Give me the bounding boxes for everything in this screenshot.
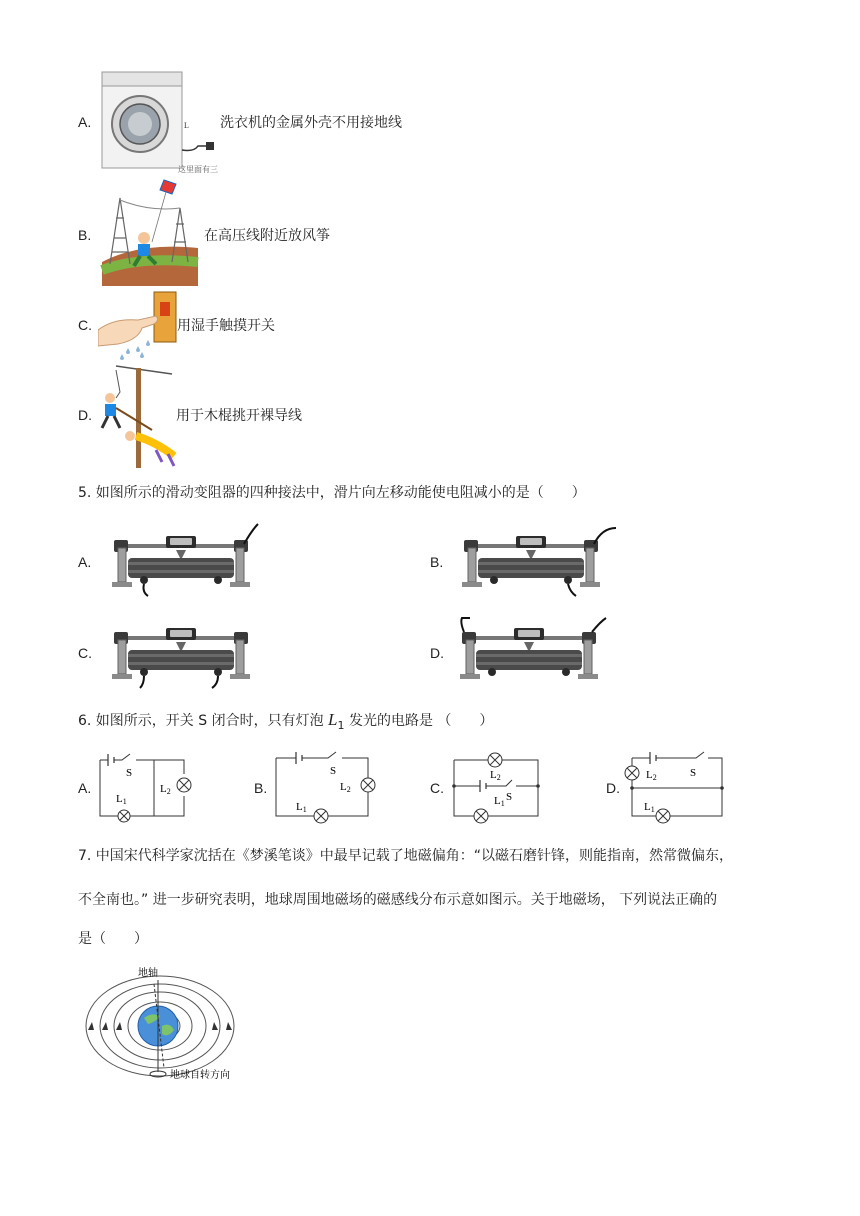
rheostat-c-picture (108, 614, 274, 690)
option-letter: A. (78, 554, 92, 570)
wire-label-l: L (184, 121, 189, 130)
earth-magnetic-field-diagram (82, 960, 242, 1090)
svg-text:L1: L1 (116, 793, 127, 806)
q6-stem: 6. 如图所示，开关 S 闭合时，只有灯泡 $L_1$ 发光的电路是 （ ） (78, 710, 494, 732)
option-text: 在高压线附近放风筝 (204, 228, 330, 244)
washer-caption: 这里面有三 (178, 165, 218, 174)
circuit-d-diagram (624, 748, 728, 828)
rheostat-d-picture (456, 614, 622, 690)
option-text: 用湿手触摸开关 (177, 318, 275, 334)
option-letter: B. (78, 227, 92, 243)
svg-text:S: S (330, 765, 337, 777)
svg-text:L1: L1 (494, 795, 505, 808)
kite-near-power-line-picture (100, 178, 200, 286)
svg-text:L2: L2 (646, 769, 657, 782)
option-letter: D. (430, 645, 444, 661)
svg-text:L1: L1 (296, 801, 307, 814)
option-letter: B. (430, 554, 444, 570)
option-letter: C. (78, 317, 92, 333)
circuit-a-diagram (96, 748, 200, 828)
wet-hand-switch-picture (98, 290, 178, 362)
svg-text:L2: L2 (490, 769, 501, 782)
rheostat-b-picture (458, 522, 624, 598)
circuit-c-diagram (450, 748, 546, 828)
q7-stem-line-1: 7. 中国宋代科学家沈括在《梦溪笔谈》中最早记载了地磁偏角：“以磁石磨针锋，则能指南，然常微偏东， (78, 848, 734, 864)
svg-text:S: S (506, 791, 513, 803)
svg-text:S: S (126, 767, 133, 779)
option-letter: D. (606, 780, 620, 796)
q7-stem-line-3: 是（ ） (78, 931, 148, 947)
svg-text:S: S (690, 767, 697, 779)
svg-text:L1: L1 (644, 801, 655, 814)
q7-stem-line-2: 不全南也。” 进一步研究表明，地球周围地磁场的磁感线分布示意如图示。关于地磁场， 下列说法正确的 (78, 892, 718, 908)
svg-text:L2: L2 (160, 783, 171, 796)
option-letter: A. (78, 114, 92, 130)
option-text: 洗衣机的金属外壳不用接地线 (220, 115, 402, 131)
rheostat-a-picture (108, 522, 274, 598)
washing-machine-picture (98, 70, 222, 176)
option-letter: B. (254, 780, 268, 796)
option-letter: D. (78, 407, 92, 423)
earth-rotation-label: 地球自转方向 (170, 1070, 230, 1081)
svg-text:L2: L2 (340, 781, 351, 794)
circuit-b-diagram (272, 748, 376, 828)
option-letter: C. (78, 645, 92, 661)
option-letter: C. (430, 780, 444, 796)
stick-bare-wire-picture (96, 362, 178, 470)
option-letter: A. (78, 780, 92, 796)
earth-axis-label: 地轴 (138, 968, 158, 979)
option-text: 用于木棍挑开裸导线 (176, 408, 302, 424)
q5-stem: 5. 如图所示的滑动变阻器的四种接法中，滑片向左移动能使电阻减小的是（ ） (78, 485, 586, 501)
